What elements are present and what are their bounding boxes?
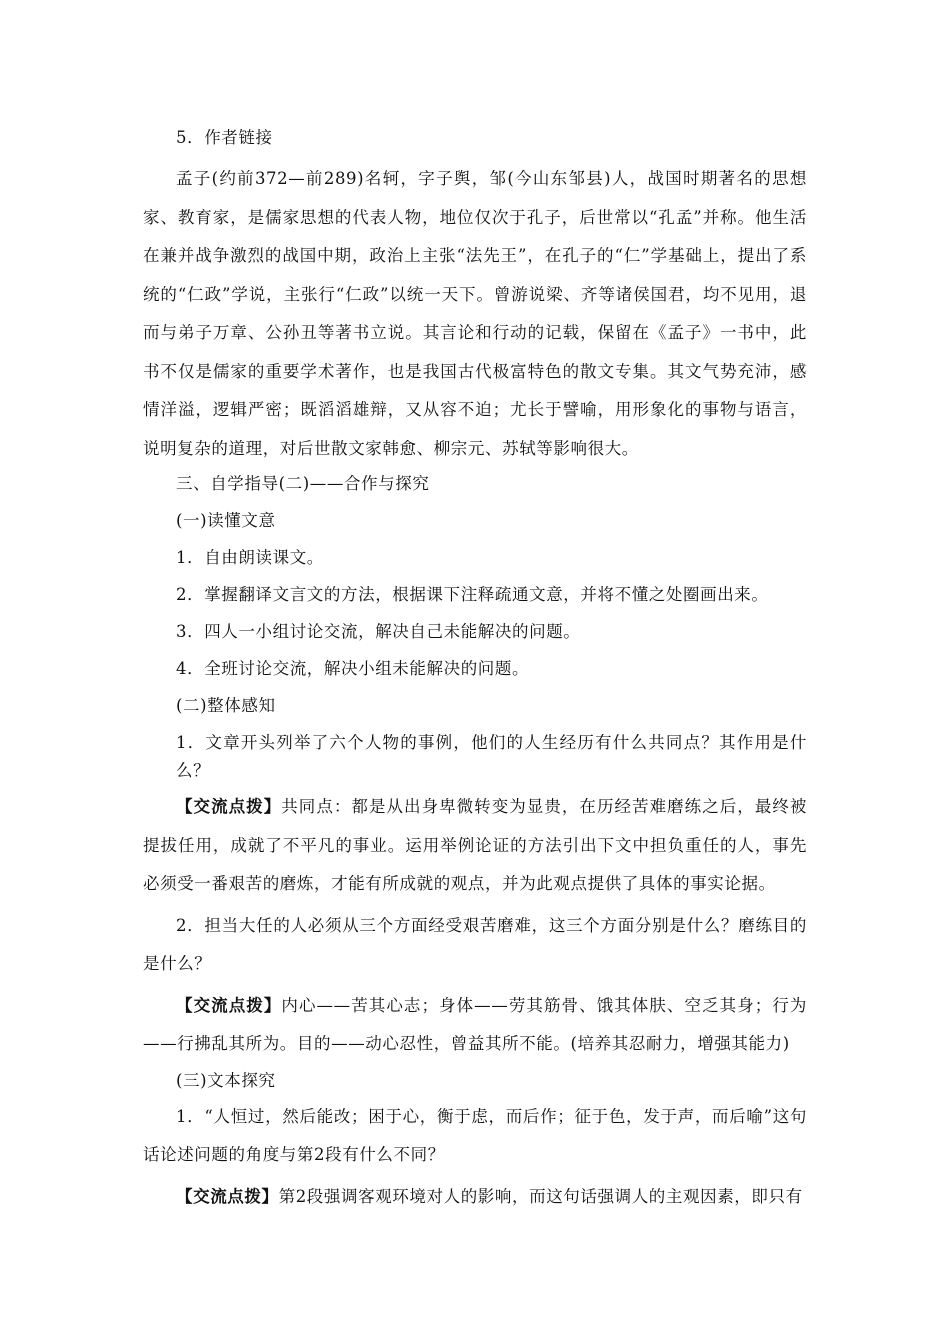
answer-2-paragraph: [143, 987, 807, 1064]
answer-3-text: 第2段强调客观环境对人的影响，而这句话强调人的主观因素，即只有: [278, 1186, 803, 1206]
subsection1-item-3: 3．四人一小组讨论交流，解决自己未能解决的问题。: [176, 622, 581, 641]
question-3: 1．“人恒过，然后能改；困于心，衡于虑，而后作；征于色，发于声，而后喻”这句话论述问题的角度与第2段有什么不同？: [143, 1106, 807, 1164]
question-2: 2．担当大任的人必须从三个方面经受艰苦磨难，这三个方面分别是什么？磨练目的是什么？: [143, 915, 807, 973]
answer-3-paragraph: [143, 1178, 807, 1217]
answer-2-text: 内心——苦其心志；身体——劳其筋骨、饿其体肤、空乏其身；行为——行拂乱其所为。目的——动心忍性，曾益其所不能。(培养其忍耐力，增强其能力): [143, 995, 807, 1053]
answer-1-text: 共同点：都是从出身卑微转变为显贵，在历经苦难磨练之后，最终被提拔任用，成就了不平凡的事业。运用举例论证的方法引出下文中担负重任的人，事先必须受一番艰苦的磨炼，才能有所成就的观点，并为此观点提供了具体的事实论据。: [143, 797, 808, 893]
subsection1-item-1: 1．自由朗读课文。: [176, 548, 324, 567]
author-link-heading: 5．作者链接: [176, 128, 273, 147]
subsection3-heading: (三)文本探究: [176, 1070, 276, 1090]
tip-label: 【交流点拨】: [176, 995, 282, 1015]
subsection1-heading: (一)读懂文意: [176, 511, 276, 530]
document-content: [143, 124, 807, 1216]
section3-heading: 三、自学指导(二)——合作与探究: [176, 474, 430, 493]
question-1: 1．文章开头列举了六个人物的事例，他们的人生经历有什么共同点？其作用是什么？: [176, 733, 807, 780]
answer-1-paragraph: [143, 788, 807, 904]
subsection1-item-4: 4．全班讨论交流，解决小组未能解决的问题。: [176, 659, 530, 678]
subsection1-item-2: 2．掌握翻译文言文的方法，根据课下注释疏通文意，并将不懂之处圈画出来。: [176, 585, 769, 604]
tip-label: 【交流点拨】: [176, 1186, 279, 1206]
subsection2-heading: (二)整体感知: [176, 696, 276, 715]
author-bio-paragraph: 孟子(约前372—前289)名轲，字子舆，邹(今山东邹县)人，战国时期著名的思想家、教育家，是儒家思想的代表人物，地位仅次于孔子，后世常以“孔孟”并称。他生活在兼并战争激烈的战国中期，政治上主张“法先王”，在孔子的“仁”学基础上，提出了系统的“仁政”学说，主张行“仁政”以统一天下。曾游说梁、齐等诸侯国君，均不见用，退而与弟子万章、公孙丑等著书立说。其言论和行动的记载，保留在《孟子》一书中，此书不仅是儒家的重要学术著作，也是我国古代极富特色的散文专集。其文气势充沛，感情洋溢，逻辑严密；既滔滔雄辩，又从容不迫；尤长于譬喻，用形象化的事物与语言，说明复杂的道理，对后世散文家韩愈、柳宗元、苏轼等影响很大。: [143, 169, 807, 458]
tip-label: 【交流点拨】: [176, 797, 282, 816]
